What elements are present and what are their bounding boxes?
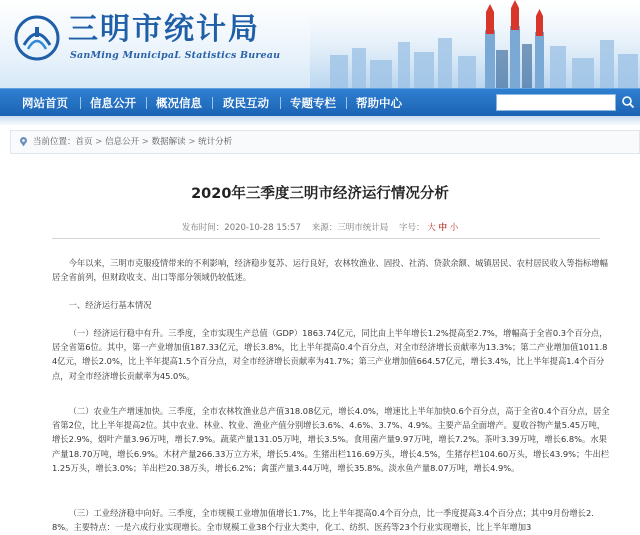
article-section-heading: 一、经济运行基本情况 (68, 300, 152, 310)
nav-divider (346, 97, 347, 109)
article-paragraph: 今年以来，三明市克服疫情带来的不利影响，经济稳步复苏、运行良好，农林牧渔业、固投、社消、贷款余额、城镇居民、农村居民收入等指标增幅居全省前列，但财政收支、出口等部分领域仍较低迷。 (52, 258, 608, 283)
font-size-large-button[interactable]: 大 (427, 223, 436, 233)
nav-divider (212, 97, 213, 109)
breadcrumb-data-interpretation[interactable]: 数据解读 (151, 137, 186, 147)
breadcrumb-statistical-analysis[interactable]: 统计分析 (198, 137, 233, 147)
article-title: 2020年三季度三明市经济运行情况分析 (191, 186, 449, 202)
nav-divider (80, 97, 81, 109)
publish-time: 2020-10-28 15:57 (224, 223, 301, 233)
breadcrumb-trail (33, 136, 232, 148)
nav-divider (146, 97, 147, 109)
article-paragraph: （三）工业经济稳中向好。三季度，全市规模工业增加值增长1.7%，比上半年提高0.4个百分点，比一季度提高3.4个百分点；其中9月份增长2.8%。主要特点：一是六成行业实现增长。全市规模工业38个行业大类中，化工、纺织、医药等23个行业实现增长，比上半年增加3 (52, 508, 594, 533)
nav-item-help[interactable]: 帮助中心 (356, 96, 402, 110)
font-size-small-button[interactable]: 小 (449, 223, 459, 233)
nav-shadow (0, 116, 640, 126)
article-paragraph: （二）农业生产增速加快。三季度，全市农林牧渔业总产值318.08亿元，增长4.0%，增速比上半年加快0.6个百分点，高于全省0.4个百分点，居全省第2位，比上半年提高2位。其中农业、林业、牧业、渔业产值分别增长3.6%、4.6%、3.7%、4.9%。主要产品全面增产。夏收谷物产量5.45万吨，增长2.9%，烟叶产量3.96万吨，增长7.9%。蔬菜产量131.05万吨，增长3.5%。食用菌产量9.97万吨，增长7.2%。茶叶3.39万吨，增长6.8%。水果产量18.70万吨，增长6.9%。木材产量266.33万立方米，增长5.4%。生猪出栏116.69万头，增长4.5%，生猪存栏104.60万头，增长43.9%；牛出栏1.25万头，增长3.0%；羊出栏20.38万头，增长6.2%；禽蛋产量3.44万吨，增长35.8%。淡水鱼产量8.07万吨，增长4.9%。 (52, 406, 610, 473)
article-paragraph: （一）经济运行稳中有升。三季度，全市实现生产总值（GDP）1863.74亿元，同比由上半年增长1.2%提高至2.7%，增幅高于全省0.3个百分点，居全省第6位。其中，第一产业增加值187.33亿元，增长3.8%，比上半年提高0.4个百分点，对全市经济增长贡献率为13.3%；第二产业增加值1011.84亿元，增长2.0%，比上半年提高1.5个百分点，对全市经济增长贡献率为41.7%；第三产业增加值664.57亿元，增长3.4%，比上半年提高1.4个百分点，对全市经济增长贡献率为45.0%。 (52, 328, 608, 381)
publish-label: 发布时间： (181, 223, 225, 233)
article-meta (0, 221, 640, 233)
font-size-label: 字号： (399, 223, 425, 233)
breadcrumb-info-disclosure[interactable]: 信息公开 (105, 137, 140, 147)
nav-item-overview[interactable]: 概况信息 (156, 96, 202, 110)
site-subtitle: SanMing MunicipaL Statistics Bureau (70, 50, 281, 61)
breadcrumb-home[interactable]: 首页 (75, 137, 93, 147)
breadcrumb-separator: > (95, 137, 103, 147)
nav-item-home[interactable]: 网站首页 (22, 96, 68, 110)
city-skyline-banner (310, 0, 640, 88)
nav-item-info-disclosure[interactable]: 信息公开 (90, 96, 136, 110)
bureau-logo-icon[interactable] (14, 15, 60, 61)
site-title: 三明市统计局 (68, 12, 260, 47)
search-input[interactable] (496, 94, 616, 111)
source-value: 三明市统计局 (337, 223, 389, 233)
breadcrumb-separator: > (188, 137, 196, 147)
font-size-medium-button[interactable]: 中 (438, 223, 447, 233)
source-label: 来源： (311, 223, 338, 233)
nav-item-interaction[interactable]: 政民互动 (223, 96, 269, 110)
site-header (0, 0, 640, 88)
breadcrumb-prefix: 当前位置： (33, 137, 76, 147)
nav-divider (280, 97, 281, 109)
location-pin-icon (18, 136, 29, 147)
nav-item-topics[interactable]: 专题专栏 (290, 96, 336, 110)
divider (52, 238, 600, 239)
search-icon[interactable] (621, 95, 635, 109)
breadcrumb-separator: > (141, 137, 149, 147)
